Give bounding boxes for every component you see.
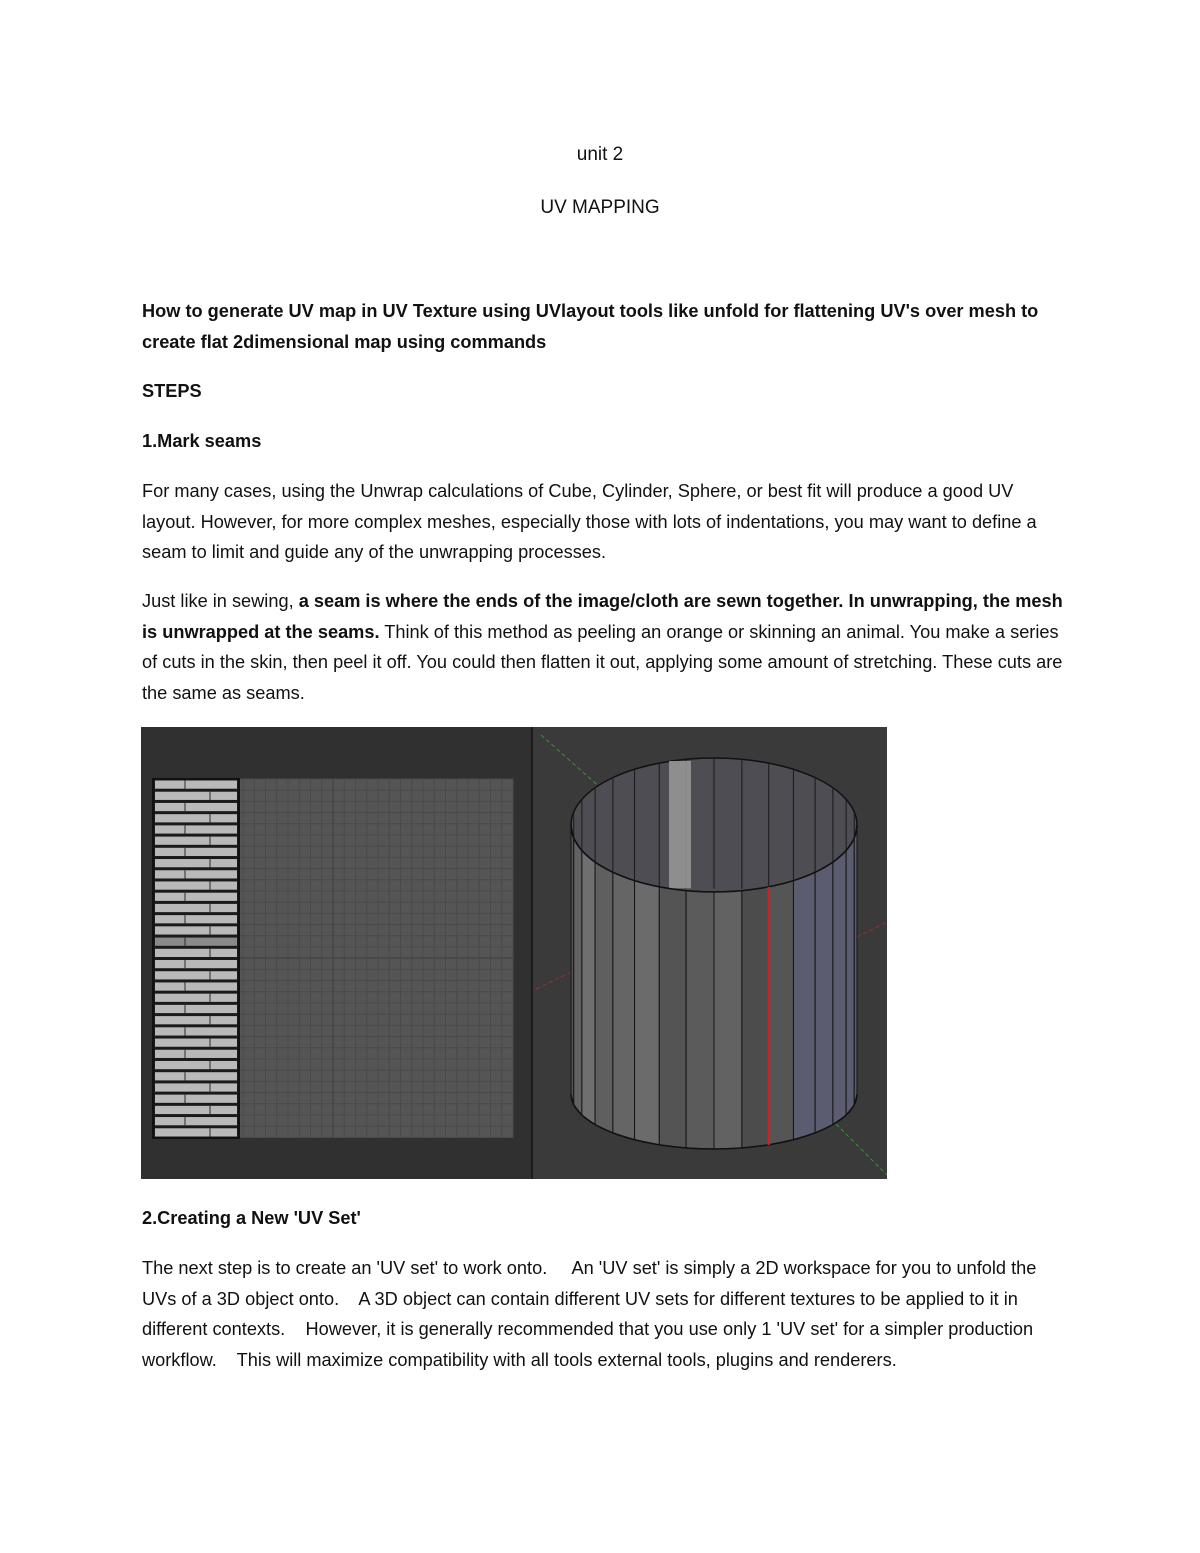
uv-face [155, 781, 237, 789]
cylinder-face [582, 851, 595, 1125]
uv-face [155, 803, 237, 811]
cylinder-face [815, 862, 833, 1133]
selected-inner-face [669, 761, 691, 888]
uv-face [155, 881, 237, 889]
uv-face [155, 994, 237, 1002]
cylinder-face [793, 872, 815, 1139]
uv-face [155, 1027, 237, 1035]
uv-face [155, 1005, 237, 1013]
unit-label: unit 2 [576, 144, 624, 165]
uv-face [155, 1016, 237, 1024]
cylinder-face [769, 881, 794, 1145]
cylinder-face [833, 851, 846, 1125]
cylinder-face [714, 891, 742, 1149]
uv-face [155, 1128, 237, 1136]
uv-face [155, 825, 237, 833]
uv-face [155, 1083, 237, 1091]
uv-face [155, 926, 237, 934]
cylinder-face [742, 887, 769, 1148]
cylinder-face [846, 838, 854, 1115]
uv-face [155, 837, 237, 845]
uv-face [155, 859, 237, 867]
uv-face [155, 1117, 237, 1125]
step1-paragraph-1: For many cases, using the Unwrap calculations of Cube, Cylinder, Sphere, or best fit will produce a good UV layout. However, for more complex meshes, especially those with lots of indentations, you may want to define a seam to limit and guide any of the unwrapping processes. [142, 481, 1037, 562]
uv-face [155, 893, 237, 901]
uv-face [155, 1061, 237, 1069]
cylinder-face [854, 825, 857, 1105]
step1-title: 1.Mark seams [142, 431, 262, 451]
uv-seam-figure [141, 727, 887, 1179]
cylinder-face [659, 887, 686, 1148]
steps-label: STEPS [142, 381, 202, 401]
uv-face [155, 848, 237, 856]
cylinder-face [613, 872, 635, 1139]
cylinder-face [635, 881, 660, 1145]
uv-face [155, 1039, 237, 1047]
uv-face [155, 949, 237, 957]
intro-question: How to generate UV map in UV Texture using UVlayout tools like unfold for flattening UV's over mesh to create flat 2dimensional map using commands [142, 301, 1039, 352]
uv-face [155, 904, 237, 912]
step2-paragraph: The next step is to create an 'UV set' to work onto. An 'UV set' is simply a 2D workspace for you to unfold the UVs of a 3D object onto. A 3D object can contain different UV sets for different textures to be applied to it in different contexts. However, it is generally recommended that you use only 1 'UV set' for a simpler production workflow. This will maximize compatibility with all tools external tools, plugins and renderers. [142, 1258, 1042, 1370]
para2-bold-text: a seam is where the ends of the image/cloth are sewn together. In unwrapping, the mesh is unwrapped at the seams. [142, 591, 1063, 642]
uv-face [155, 1095, 237, 1103]
step2-title: 2.Creating a New 'UV Set' [142, 1208, 361, 1228]
uv-face [155, 971, 237, 979]
uv-editor-panel [141, 727, 532, 1179]
cylinder-face [595, 862, 613, 1133]
cylinder-face [686, 891, 714, 1149]
para2-text-a: Just like in sewing, [142, 591, 299, 611]
uv-face [155, 1106, 237, 1114]
uv-face [155, 960, 237, 968]
3d-viewport-panel [533, 727, 887, 1179]
page-title: UV MAPPING [540, 197, 660, 218]
uv-face [155, 814, 237, 822]
uv-face [155, 870, 237, 878]
para2-text-b: Think of this method as peeling an orange or skinning an animal. You make a series of cuts in the skin, then peel it off. You could then flatten it out, applying some amount of stretching. These cuts are the same as seams. [142, 621, 1063, 703]
uv-face [155, 1050, 237, 1058]
uv-face [155, 792, 237, 800]
uv-selected-face [155, 938, 237, 946]
step1-paragraph-2 [142, 586, 1067, 708]
uv-face [155, 982, 237, 990]
cylinder-face [574, 838, 582, 1115]
uv-face [155, 915, 237, 923]
uv-face [155, 1072, 237, 1080]
